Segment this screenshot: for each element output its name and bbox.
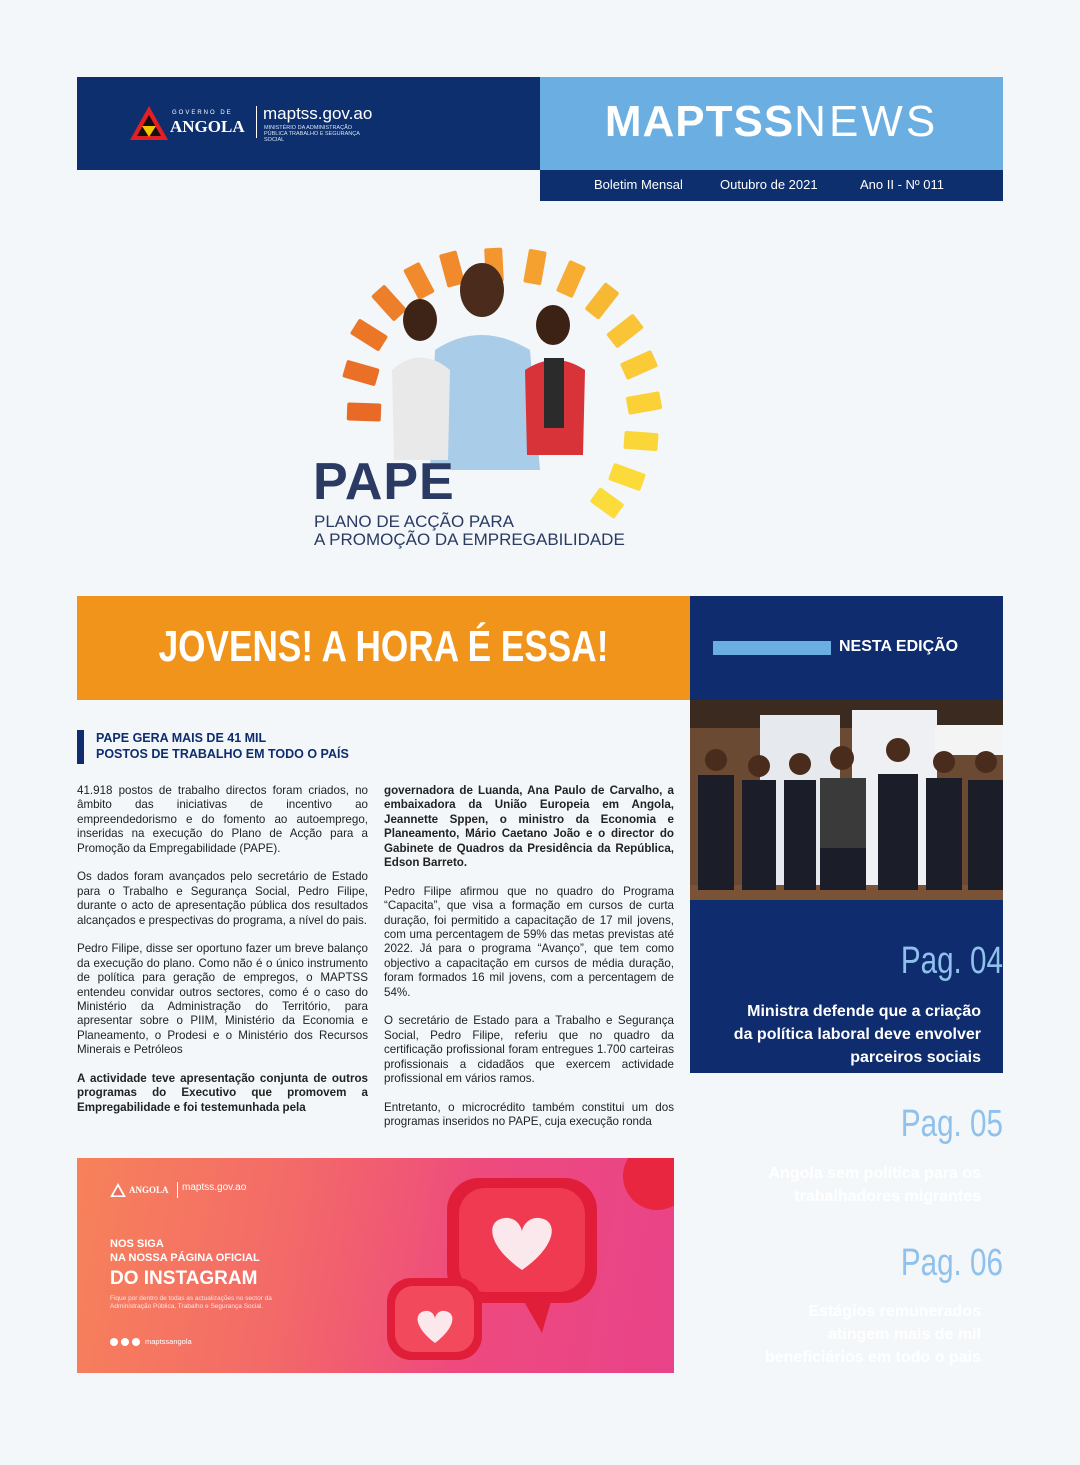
sidebar-item-title-3-line1: Estágios remunerados [808, 1303, 981, 1320]
article-paragraph-bold: governadora de Luanda, Ana Paulo de Carvalho, a embaixadora da União Europeia em Angola, Jeannette Sppen, o ministro da Economia e Planeamento, Mário Caetano João e o director do Gabinete de Quadros da Presidência da República, Edson Barreto. [384, 784, 674, 870]
ad-handle[interactable]: maptssangola [145, 1337, 192, 1346]
sidebar-page-ref-3[interactable]: Pag. 06 [900, 1242, 1003, 1284]
ad-line2: NA NOSSA PÁGINA OFICIAL [110, 1252, 260, 1264]
sidebar-item-title-3-line2: atingem mais de mil [828, 1326, 981, 1343]
section-accent-bar [713, 641, 831, 655]
sidebar-heading: NESTA EDIÇÃO [839, 638, 959, 655]
article-paragraph: Entretanto, o microcrédito também constitui um dos programas inseridos no PAPE, cuja execução ronda [384, 1100, 674, 1129]
instagram-icon[interactable] [121, 1338, 129, 1346]
sidebar-item-title-3-line3: beneficiários em todo o pais [764, 1349, 981, 1366]
site-url[interactable]: maptss.gov.ao [263, 104, 373, 123]
issue-number: Ano II - Nº 011 [860, 177, 944, 192]
ad-line1: NOS SIGA [110, 1238, 164, 1250]
issue-date: Outubro de 2021 [720, 177, 818, 192]
headline-banner [77, 596, 690, 700]
logo-divider [256, 106, 257, 138]
sidebar-item-title-2-line1: Angola sem política para os [768, 1165, 981, 1182]
ad-site-url: maptss.gov.ao [182, 1182, 247, 1193]
masthead-bold: MAPTSS [604, 97, 795, 146]
ad-logo-divider [177, 1182, 178, 1198]
article-kicker-line1: PAPE GERA MAIS DE 41 MIL [96, 731, 267, 745]
instagram-like-bubbles [367, 1158, 674, 1373]
gov-label-big: ANGOLA [170, 117, 245, 136]
ad-description: Fique por dentro de todas as actualizações no sector da Administração Pública, Trabalho e Segurança Social. [110, 1295, 272, 1310]
gov-label-small: GOVERNO DE [172, 110, 233, 116]
sidebar-item-title-2-line2: trabalhadores migrantes [794, 1188, 981, 1205]
ad-line3: DO INSTAGRAM [110, 1268, 258, 1289]
workshop-group-photo [690, 700, 1003, 900]
masthead-title [540, 97, 1003, 147]
issue-strip [540, 170, 1003, 201]
angola-emblem-icon [110, 1183, 126, 1197]
ministry-name: MINISTÉRIO DA ADMINISTRAÇÃO PÚBLICA TRABALHO E SEGURANÇA SOCIAL [264, 125, 360, 143]
sidebar-item-title-1-line3: parceiros sociais [850, 1049, 981, 1066]
article-kicker-line2: POSTOS DE TRABALHO EM TODO O PAÍS [96, 747, 349, 761]
sidebar-page-ref-1[interactable]: Pag. 04 [900, 940, 1003, 982]
bulletin-type: Boletim Mensal [594, 177, 683, 192]
article-paragraph: O secretário de Estado para a Trabalho e Segurança Social, Pedro Filipe, referiu que no quadro da certificação profissional foram entregues 1.700 carteiras profissionais a cidadãos que exercem actividade profissional em vários ramos. [384, 1014, 674, 1086]
article-paragraph: Pedro Filipe, disse ser oportuno fazer um breve balanço da execução do plano. Como não é o único instrumento de política para geração de empregos, o MAPTSS entendeu convidar outros sectores, como é o caso do Ministério da Administração do Território, para apresentar sobre o PIIM, Ministério da Economia e Planeamento, o Prodesi e o Ministério dos Recursos Minerais e Petróleos [77, 942, 368, 1057]
pape-logo-title: PAPE [313, 453, 455, 511]
masthead-light: NEWS [794, 97, 939, 146]
article-paragraph: Pedro Filipe afirmou que no quadro do Programa “Capacita”, que visa a formação em cursos de curta duração, foi permitido a capacitação de 17 mil jovens, com uma percentagem de 59% das metas previstas até 2022. Já para o programa “Avanço”, que tem como objectivo a capacitação em cursos de média duração, foram formados 16 mil jovens, com a percentagem de 54%. [384, 884, 674, 999]
article-kicker [96, 730, 396, 762]
facebook-icon[interactable] [110, 1338, 118, 1346]
article-column-2 [384, 784, 674, 1144]
pape-subtitle-line1: PLANO DE ACÇÃO PARA [314, 512, 514, 531]
pape-subtitle-line2: A PROMOÇÃO DA EMPREGABILIDADE [314, 530, 625, 549]
sidebar-item-title-2[interactable] [769, 1162, 982, 1208]
youtube-icon[interactable] [132, 1338, 140, 1346]
masthead-panel [540, 77, 1003, 170]
article-paragraph-bold: A actividade teve apresentação conjunta de outros programas do Executivo que promovem a Empregabilidade e foi testemunhada pela [77, 1072, 368, 1114]
instagram-ad[interactable] [77, 1158, 674, 1373]
sidebar-item-title-3[interactable] [765, 1300, 981, 1369]
article-paragraph: Os dados foram avançados pelo secretário de Estado para o Trabalho e Segurança Social, Pedro Filipe, durante o acto de apresentação pública dos resultados alcançados e prespectivas do programa, a nível do pais. [77, 870, 368, 927]
angola-emblem-icon [130, 106, 168, 140]
sidebar-item-title-1-line2: da política laboral deve envolver [733, 1026, 981, 1043]
banner-headline: JOVENS! A HORA É ESSA! [158, 622, 609, 671]
ad-gov-label: ANGOLA [129, 1185, 169, 1195]
sidebar-item-title-1-line1: Ministra defende que a criação [747, 1003, 981, 1020]
article-paragraph: 41.918 postos de trabalho directos foram criados, no âmbito das iniciativas de incentivo ao empreendedorismo e do fomento ao autoemprego, inseridas na execução do Plano de Acção para a Promoção da Empregabilidade (PAPE). [77, 784, 368, 855]
sidebar-item-title-1[interactable] [734, 1000, 981, 1069]
article-column-1 [77, 784, 368, 1130]
kicker-accent-bar [77, 730, 84, 764]
sidebar-page-ref-2[interactable]: Pag. 05 [900, 1103, 1003, 1145]
